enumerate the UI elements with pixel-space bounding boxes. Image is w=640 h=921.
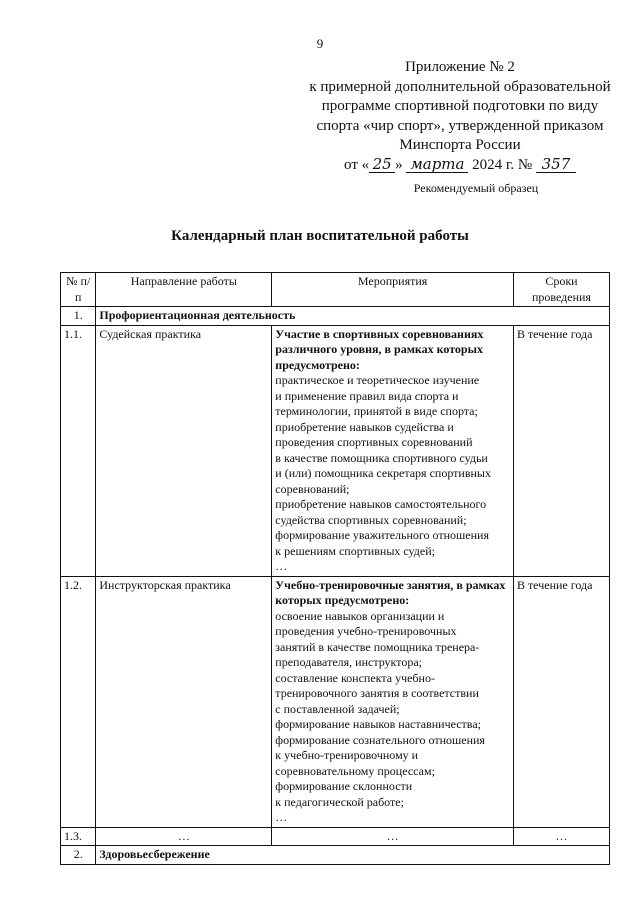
activity-item: судейства спортивных соревнований; [275,512,467,527]
activity-item: к решениям спортивных судей; [275,543,435,558]
appendix-line: к примерной дополнительной образовательной [309,78,611,95]
activity-item: практическое и теоретическое изучение [275,373,480,387]
activity-item: формирование уважительного отношения [275,528,489,542]
section-number: 2. [61,846,96,865]
order-date-line [290,156,630,176]
activity-item: соревновательному процессам; [275,763,435,778]
activity-item: преподавателя, инструктора; [275,655,422,669]
activity-heading: Учебно-тренировочные занятия, в рамках которых предусмотрено: [275,577,506,607]
section-row [61,307,610,326]
activity-item: тренировочного занятия в соответствии [275,686,479,700]
row-terms: В течение года [513,325,609,576]
activity-item: проведения спортивных соревнований [275,435,473,449]
section-number: 1. [61,307,96,326]
activity-item: с поставленной задачей; [275,701,400,716]
row-number: 1.1. [61,325,96,576]
table-row [61,576,610,827]
appendix-line: Минспорта России [399,137,521,153]
row-terms: В течение года [513,576,609,827]
activity-item: составление конспекта учебно- [275,670,435,685]
plan-table [60,272,610,865]
appendix-line: программе спортивной подготовки по виду [321,98,599,114]
activity-item: приобретение навыков судейства и [275,419,454,434]
table-row [61,827,610,846]
activity-item: формирование сознательного отношения [275,732,485,747]
appendix-line: спорта «чир спорт», утвержденной приказом [316,117,604,134]
activity-item: формирование склонности [275,779,413,793]
document-title: Календарный план воспитательной работы [171,228,469,244]
activity-heading: Участие в спортивных соревнованиях различного уровня, в рамках которых предусмотрено: [275,326,484,372]
row-activities [272,325,514,576]
activity-item: терминологии, принятой в виде спорта; [275,404,478,418]
activity-item: … [275,810,288,824]
page-number: 9 [316,36,324,51]
section-name: Здоровьесбережение [96,846,610,865]
activity-item: и (или) помощника секретаря спортивных [275,466,491,480]
header-direction: Направление работы [96,273,272,307]
row-number: 1.2. [61,576,96,827]
row-activities [272,576,514,827]
activity-item: к учебно-тренировочному и [275,748,419,762]
sample-label: Рекомендуемый образец [413,181,539,195]
row-activities: … [272,827,514,846]
activity-item: в качестве помощника спортивного судьи [275,450,488,465]
appendix-block [290,58,630,175]
activity-item: проведения учебно-тренировочных [275,624,457,638]
activity-item: освоение навыков организации и [275,608,445,623]
header-activities: Мероприятия [272,273,514,307]
section-row [61,846,610,865]
activity-item: к педагогической работе; [275,794,404,809]
row-number: 1.3. [61,827,96,846]
order-number: 357 [536,156,576,173]
date-month: марта [406,156,468,173]
date-year: 2024 г. № [472,156,533,173]
activity-item: приобретение навыков самостоятельного [275,497,487,511]
row-direction: … [96,827,272,846]
activity-item: занятий в качестве помощника тренера- [275,639,480,654]
header-terms: Сроки проведения [513,273,609,307]
date-mid: » [395,156,403,173]
date-day: 25 [369,156,395,173]
row-direction: Судейская практика [96,325,272,576]
row-terms: … [513,827,609,846]
activity-item: формирование навыков наставничества; [275,717,481,731]
date-prefix: от « [344,156,370,173]
activity-item: … [275,559,288,573]
table-row [61,325,610,576]
header-no: № п/п [61,273,96,307]
row-direction: Инструкторская практика [96,576,272,827]
activity-item: и применение правил вида спорта и [275,388,459,403]
appendix-line: Приложение № 2 [405,59,515,75]
table-header-row [61,273,610,307]
activity-item: соревнований; [275,481,350,496]
section-name: Профориентационная деятельность [96,307,610,326]
